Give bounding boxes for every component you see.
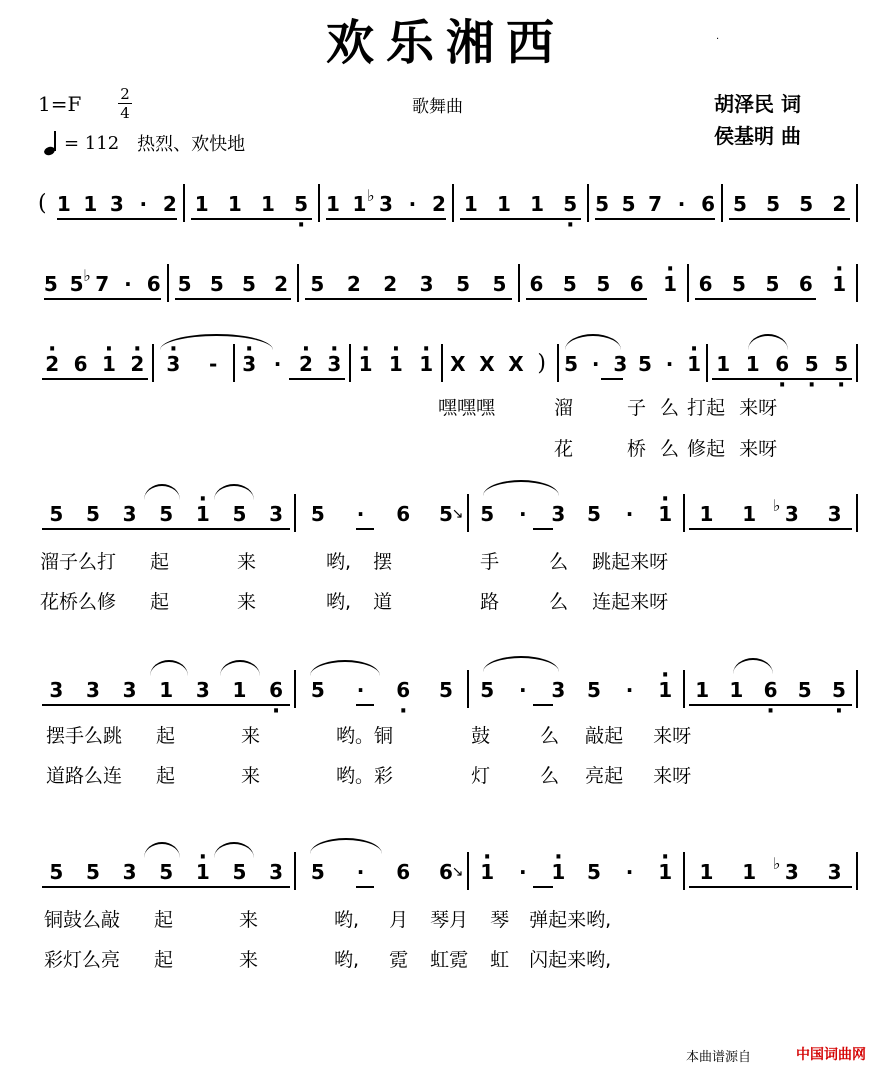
slur-arc bbox=[150, 660, 188, 676]
beam-line bbox=[595, 218, 716, 220]
slur-arc bbox=[565, 334, 621, 350]
beam-line bbox=[729, 218, 850, 220]
slur-arc bbox=[483, 480, 559, 496]
measure: 2 · 6 1 · 2 · bbox=[38, 352, 152, 390]
beam-line bbox=[533, 886, 553, 888]
lyricist-credit: 胡泽民 词 bbox=[714, 92, 801, 116]
measure: 5 5 ♭ 7 · 6 bbox=[38, 272, 167, 310]
intro-close-paren: ) bbox=[537, 351, 546, 376]
lyric-line-v1: 摆手么跳 起 来 哟。铜 鼓 么 敲起 来呀 bbox=[46, 725, 692, 747]
stray-mark: · bbox=[716, 34, 720, 45]
beam-line bbox=[42, 378, 148, 380]
beam-line bbox=[356, 528, 374, 530]
beam-line bbox=[689, 886, 852, 888]
measure: 1 1 ♭ 3 · 2 bbox=[320, 192, 453, 230]
measure: 5 5 7 · 6 bbox=[589, 192, 722, 230]
beam-line bbox=[44, 298, 161, 300]
beam-line bbox=[42, 528, 290, 530]
slur-arc bbox=[748, 334, 788, 350]
staff-row-6 bbox=[38, 860, 858, 898]
slur-arc bbox=[214, 484, 254, 500]
measure: 5 · 3 5 · 1 · bbox=[469, 502, 683, 540]
slur-arc bbox=[310, 660, 380, 676]
measure: 1 1 1 5 · bbox=[454, 192, 587, 230]
beam-line bbox=[305, 298, 512, 300]
measure: 5 2 2 3 5 5 bbox=[299, 272, 518, 310]
slur-arc bbox=[144, 842, 180, 858]
beam-line bbox=[42, 704, 290, 706]
site-watermark[interactable]: 中国词曲网 bbox=[796, 1047, 866, 1063]
tempo-value: = 112 bbox=[64, 132, 120, 154]
barline bbox=[856, 494, 858, 532]
tempo-marking bbox=[44, 130, 245, 156]
staff-row-3 bbox=[38, 352, 858, 390]
lyric-line-v1: 溜子么打 起 来 哟, 摆 手 么 跳起来呀 bbox=[40, 551, 669, 573]
measure: 1 1 1 5 · bbox=[185, 192, 318, 230]
measure: 5 · 3 5 · 1 · bbox=[469, 678, 683, 716]
measure: 5 · 6 6 ↘ bbox=[296, 860, 467, 898]
lyric-line-v2: 道路么连 起 来 哟。彩 灯 么 亮起 来呀 bbox=[46, 765, 692, 787]
time-signature bbox=[118, 86, 132, 121]
source-label: 本曲谱源自 bbox=[686, 1050, 752, 1065]
measure: 3 · - bbox=[154, 352, 233, 390]
beam-line bbox=[712, 378, 852, 380]
measure: 5 5 5 2 bbox=[169, 272, 298, 310]
intro-open-paren: ( bbox=[38, 191, 47, 216]
staff-row-5 bbox=[38, 678, 858, 716]
genre-label: 歌舞曲 bbox=[412, 97, 463, 117]
lyric-line-v2: 花桥么修 起 来 哟, 道 路 么 连起来呀 bbox=[40, 591, 669, 613]
staff-row-1 bbox=[38, 192, 858, 230]
tempo-expression: 热烈、欢快地 bbox=[137, 134, 246, 155]
beam-line bbox=[42, 886, 290, 888]
barline bbox=[856, 852, 858, 890]
lyric-line-v1: 溜 子 么 打起 来呀 bbox=[554, 397, 778, 419]
beam-line bbox=[533, 528, 553, 530]
lyric-line-v2: 花 桥 么 修起 来呀 bbox=[554, 438, 778, 460]
measure: 6 5 5 6 1 · bbox=[520, 272, 687, 310]
song-title: 欢乐湘西 bbox=[325, 15, 566, 71]
measure: 5 · 6 · 5 bbox=[296, 678, 467, 716]
beam-line bbox=[533, 704, 553, 706]
beam-line bbox=[175, 298, 292, 300]
measure: 5 5 5 2 bbox=[723, 192, 856, 230]
measure: 1 1 ♭ 3 3 bbox=[685, 860, 856, 898]
slur-arc bbox=[220, 660, 260, 676]
beam-line bbox=[326, 218, 447, 220]
time-numerator: 2 bbox=[120, 85, 130, 103]
measure: 1 · · 1 · 5 · 1 · bbox=[469, 860, 683, 898]
measure: X X X ) bbox=[450, 351, 546, 376]
slur-arc bbox=[144, 484, 180, 500]
barline bbox=[856, 184, 858, 222]
measure: 6 5 5 6 1 · bbox=[689, 272, 856, 310]
measure: 3 3 3 1 3 1 6 · bbox=[38, 678, 294, 716]
slur-arc bbox=[214, 842, 254, 858]
slur-arc bbox=[733, 658, 773, 674]
beam-line bbox=[689, 704, 852, 706]
measure: 5 5 3 5 1 · 5 3 bbox=[38, 502, 294, 540]
barline bbox=[856, 344, 858, 382]
beam-line bbox=[695, 298, 816, 300]
barline bbox=[856, 264, 858, 302]
beam-line bbox=[57, 218, 178, 220]
slur-arc bbox=[310, 838, 382, 854]
measure: 5 5 3 5 1 · 5 3 bbox=[38, 860, 294, 898]
measure: 1 1 ♭ 3 3 bbox=[685, 502, 856, 540]
composer-credit: 侯基明 曲 bbox=[714, 124, 801, 148]
beam-line bbox=[356, 886, 374, 888]
staff-row-2 bbox=[38, 272, 858, 310]
breath-arrow-icon: ↘ bbox=[451, 864, 464, 880]
key-signature: 1=F bbox=[38, 92, 82, 116]
lyric-intro-shout: 嘿嘿嘿 bbox=[438, 397, 496, 419]
beam-line bbox=[191, 218, 312, 220]
breath-arrow-icon: ↘ bbox=[451, 506, 464, 522]
measure: 3 · · 2 · 3 · bbox=[235, 352, 349, 390]
quarter-note-icon bbox=[44, 131, 58, 155]
time-denominator: 4 bbox=[120, 104, 130, 122]
measure: 5 · 3 5 · 1 · bbox=[559, 352, 707, 390]
slur-arc bbox=[483, 656, 559, 672]
beam-line bbox=[689, 528, 852, 530]
measure: 1 1 6 · 5 · 5 · bbox=[708, 352, 856, 390]
beam-line bbox=[601, 378, 623, 380]
beam-line bbox=[289, 378, 345, 380]
lyric-line-v2: 彩灯么亮 起 来 哟, 霓 虹霓 虹 闪起来哟, bbox=[44, 949, 612, 971]
barline bbox=[856, 670, 858, 708]
staff-row-4 bbox=[38, 502, 858, 540]
measure: 1 1 6 · 5 5 · bbox=[685, 678, 856, 716]
measure: 5 · 6 5 ↘ bbox=[296, 502, 467, 540]
measure: 1 · 1 · 1 · bbox=[351, 352, 442, 390]
beam-line bbox=[356, 704, 374, 706]
measure: 1 1 3 · 2 bbox=[51, 192, 184, 230]
beam-line bbox=[526, 298, 647, 300]
beam-line bbox=[460, 218, 581, 220]
lyric-line-v1: 铜鼓么敲 起 来 哟, 月 琴月 琴 弹起来哟, bbox=[44, 909, 612, 931]
